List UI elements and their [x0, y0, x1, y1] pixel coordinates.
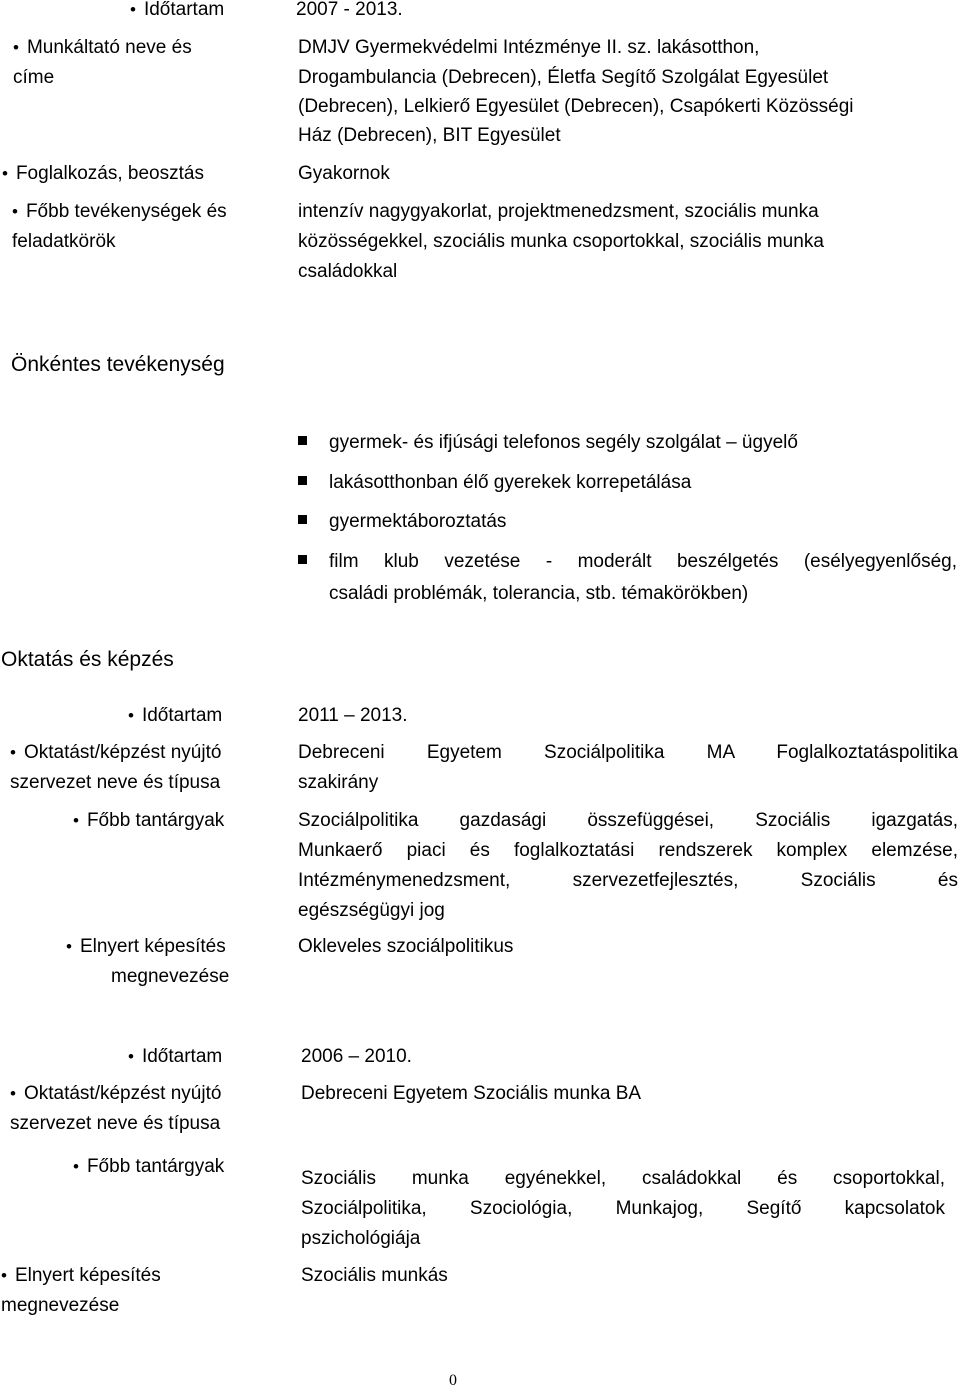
duties-line: közösségekkel, szociális munka csoportokkal, szociális munka: [298, 231, 824, 252]
employer-line: (Debrecen), Lelkierő Egyesület (Debrecen), Csapókerti Közösségi: [298, 96, 854, 117]
square-bullet-icon: [298, 515, 307, 524]
edu1-org-line: szakirány: [298, 772, 379, 793]
employer-label-cont: címe: [13, 67, 55, 88]
edu1-period-label: • Időtartam: [128, 701, 222, 731]
edu2-subjects-label: • Főbb tantárgyak: [73, 1152, 224, 1182]
volunteer-item: film klub vezetése - moderált beszélgetés (esélyegyenlőség,: [329, 551, 957, 572]
edu2-subject-line: pszichológiája: [301, 1228, 421, 1249]
volunteer-item: lakásotthonban élő gyerekek korrepetálása: [329, 472, 692, 493]
employer-line: Ház (Debrecen), BIT Egyesület: [298, 125, 561, 146]
edu1-degree-label: • Elnyert képesítés: [66, 932, 226, 962]
edu1-subject-line: Szociálpolitika gazdasági összefüggései, Szociális igazgatás,: [298, 810, 958, 831]
edu2-org-label: • Oktatást/képzést nyújtó: [10, 1079, 221, 1109]
education-heading: Oktatás és képzés: [1, 648, 174, 671]
volunteer-item-cont: családi problémák, tolerancia, stb. témakörökben): [329, 583, 749, 604]
edu2-degree-label: • Elnyert képesítés: [1, 1261, 161, 1291]
employer-label: • Munkáltató neve és: [13, 33, 192, 63]
employer-line: DMJV Gyermekvédelmi Intézménye II. sz. lakásotthon,: [298, 37, 760, 58]
duties-line: intenzív nagygyakorlat, projektmenedzsment, szociális munka: [298, 201, 819, 222]
employer-line: Drogambulancia (Debrecen), Életfa Segítő Szolgálat Egyesület: [298, 67, 829, 88]
duties-label-cont: feladatkörök: [12, 231, 116, 252]
volunteer-item: gyermektáboroztatás: [329, 511, 507, 532]
volunteer-heading: Önkéntes tevékenység: [11, 353, 225, 376]
edu1-org-label: • Oktatást/képzést nyújtó: [10, 738, 221, 768]
duties-line: családokkal: [298, 261, 398, 282]
edu2-subject-line: Szociális munka egyénekkel, családokkal és csoportokkal,: [301, 1168, 945, 1189]
edu1-org-label-cont: szervezet neve és típusa: [10, 772, 221, 793]
position-label: • Foglalkozás, beosztás: [2, 159, 204, 189]
edu1-subject-line: Munkaerő piaci és foglalkoztatási rendszerek komplex elemzése,: [298, 840, 958, 861]
edu1-org-line: Debreceni Egyetem Szociálpolitika MA Foglalkoztatáspolitika: [298, 742, 958, 763]
edu1-subject-line: egészségügyi jog: [298, 900, 445, 921]
edu1-subject-line: Intézménymenedzsment, szervezetfejlesztés, Szociális és: [298, 870, 958, 891]
edu2-org-line: Debreceni Egyetem Szociális munka BA: [301, 1083, 642, 1104]
edu2-degree-label-cont: megnevezése: [1, 1295, 120, 1316]
square-bullet-icon: [298, 555, 307, 564]
page-number: 0: [449, 1372, 457, 1389]
edu2-period-label: • Időtartam: [128, 1042, 222, 1072]
period-value: 2007 - 2013.: [296, 0, 403, 20]
edu2-period-value: 2006 – 2010.: [301, 1046, 412, 1067]
square-bullet-icon: [298, 476, 307, 485]
edu1-degree-value: Okleveles szociálpolitikus: [298, 936, 514, 957]
period-label: • Időtartam: [130, 0, 224, 25]
square-bullet-icon: [298, 436, 307, 445]
duties-label: • Főbb tevékenységek és: [12, 197, 227, 227]
edu2-degree-value: Szociális munkás: [301, 1265, 448, 1286]
edu2-org-label-cont: szervezet neve és típusa: [10, 1113, 221, 1134]
position-value: Gyakornok: [298, 163, 390, 184]
volunteer-item: gyermek- és ifjúsági telefonos segély szolgálat – ügyelő: [329, 432, 798, 453]
edu1-degree-label-cont: megnevezése: [111, 966, 230, 987]
edu1-subjects-label: • Főbb tantárgyak: [73, 806, 224, 836]
edu2-subject-line: Szociálpolitika, Szociológia, Munkajog, Segítő kapcsolatok: [301, 1198, 945, 1219]
edu1-period-value: 2011 – 2013.: [298, 705, 408, 726]
